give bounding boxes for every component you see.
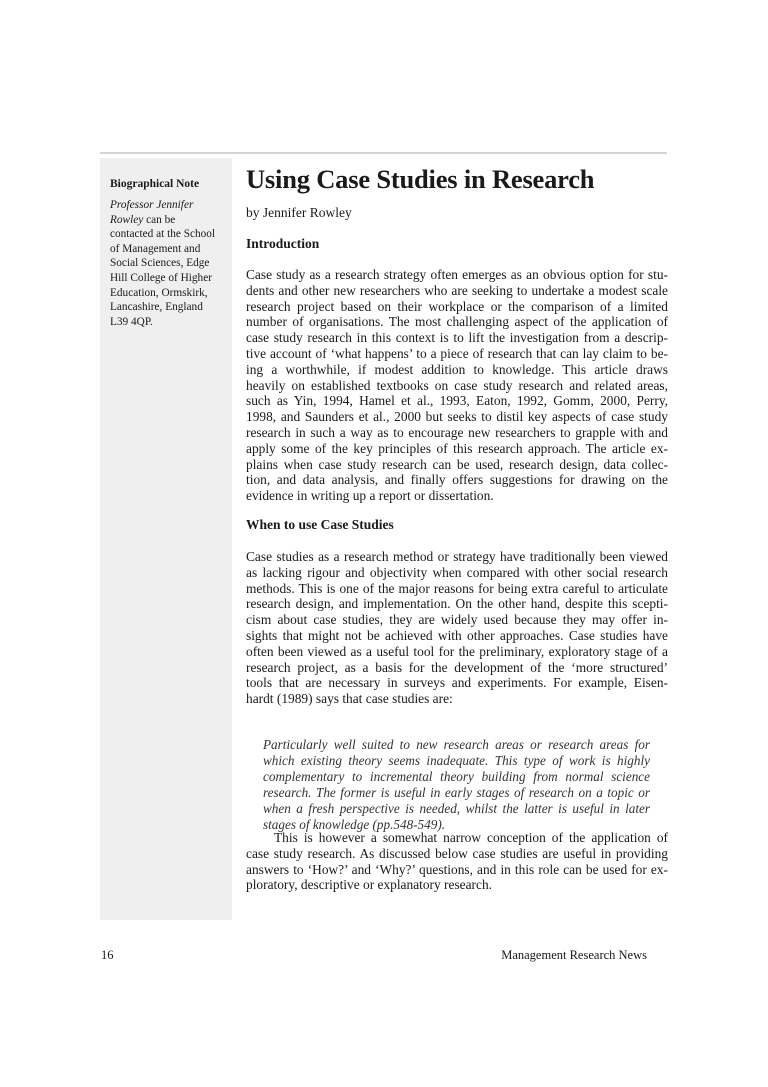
text-line: research design, and implementation. On the other hand, despite this scepti- <box>246 596 668 612</box>
sidebar-line: Lancashire, England <box>110 301 203 314</box>
text-line: case study research in this context is to lift the investigation from a descrip- <box>246 330 668 346</box>
text-line: ing a worthwhile, if modest addition to knowledge. This article draws <box>246 361 668 377</box>
author-surname: Rowley <box>110 213 144 226</box>
text-line: hardt (1989) says that case studies are: <box>246 691 453 707</box>
text-line: stages of knowledge (pp.548-549). <box>263 816 446 832</box>
text-line: ploratory, descriptive or explanatory research. <box>246 877 493 893</box>
text-line: research project based on their workplace or the comparison of a limited <box>246 298 668 314</box>
text-line: 1998, and Saunders et al., 2000 but seeks to distil key aspects of case study <box>246 409 668 425</box>
sidebar-line: Social Sciences, Edge <box>110 257 210 270</box>
text-line: heavily on established textbooks on case study research and related areas, <box>246 377 668 393</box>
text-line: research. The former is useful in early stages of research on a topic or <box>263 784 650 800</box>
text-line: dents and other new researchers who are seeking to undertake a modest scale <box>246 282 668 298</box>
text-line: complementary to incremental theory building from normal science <box>263 768 650 784</box>
text-line: This is however a somewhat narrow conception of the application of <box>274 830 668 845</box>
block-quote <box>263 737 650 832</box>
text-line: as lacking rigour and objectivity when compared with other social research <box>246 564 668 580</box>
text-line: cism about case studies, they are widely used because they may offer in- <box>246 612 668 628</box>
text-line: evidence in writing up a report or dissertation. <box>246 488 494 504</box>
text-line: number of organisations. The most challenging aspect of the application of <box>246 314 668 330</box>
text-line: methods. This is one of the major reasons for being extra careful to articulate <box>246 580 668 596</box>
heading-when-to-use: When to use Case Studies <box>246 517 394 532</box>
text-line: sights that might not be achieved with other approaches. Case studies have <box>246 627 668 643</box>
when-paragraph <box>246 549 668 707</box>
header-rule <box>100 152 667 154</box>
text-line: such as Yin, 1994, Hamel et al., 1993, Eaton, 1992, Gomm, 2000, Perry, <box>246 393 668 409</box>
text-line: apply some of the key principles of this research approach. The article ex- <box>246 440 668 456</box>
text-line: often been viewed as a useful tool for the preliminary, exploratory stage of a <box>246 643 668 659</box>
author-name: Professor Jennifer <box>110 199 194 211</box>
heading-introduction: Introduction <box>246 236 320 251</box>
text-line: Case studies as a research method or strategy have traditionally been viewed <box>246 549 668 564</box>
text-line: tion, and data analysis, and finally offers suggestions for drawing on the <box>246 472 668 488</box>
text-line: tive account of ‘what happens’ to a piece of research that can lay claim to be- <box>246 345 668 361</box>
sidebar-line: contacted at the School <box>110 228 216 241</box>
journal-name: Management Research News <box>501 948 647 962</box>
text-line: research in such a way as to encourage new researchers to grapple with and <box>246 424 668 440</box>
text-line: tools that are necessary in surveys and experiments. For example, Eisen- <box>246 675 668 691</box>
sidebar-line: L39 4QP. <box>110 315 153 328</box>
page-number: 16 <box>101 948 114 962</box>
text-line: which existing theory seems inadequate. This type of work is highly <box>263 752 650 768</box>
sidebar-line: Hill College of Higher <box>110 271 212 284</box>
sidebar-line: of Management and <box>110 242 201 255</box>
text-line: Case study as a research strategy often emerges as an obvious option for stu- <box>246 267 668 282</box>
sidebar-title: Biographical Note <box>110 178 200 190</box>
text-line: research project, as a basis for the development of the ‘more structured’ <box>246 659 668 675</box>
text-line: answers to ‘How?’ and ‘Why?’ questions, and in this role can be used for ex- <box>246 861 668 877</box>
byline: by Jennifer Rowley <box>246 205 352 220</box>
text-line: plains when case study research can be used, research design, data collec- <box>246 456 668 472</box>
text-line: Particularly well suited to new research areas or research areas for <box>263 737 650 752</box>
intro-paragraph <box>246 267 668 504</box>
after-quote-paragraph <box>246 830 668 893</box>
sidebar-body: Professor Jennifer Rowley can be contacted at the School of Management and Social Sciences, Edge Hill College of Higher Education, Ormskirk, Lancashire, England L39 4QP. <box>110 198 228 329</box>
article-title: Using Case Studies in Research <box>246 164 595 194</box>
sidebar-line: Education, Ormskirk, <box>110 286 208 299</box>
text-line: when a fresh perspective is needed, whilst the latter is useful in later <box>263 800 650 816</box>
text-line: case study research. As discussed below case studies are useful in providing <box>246 845 668 861</box>
